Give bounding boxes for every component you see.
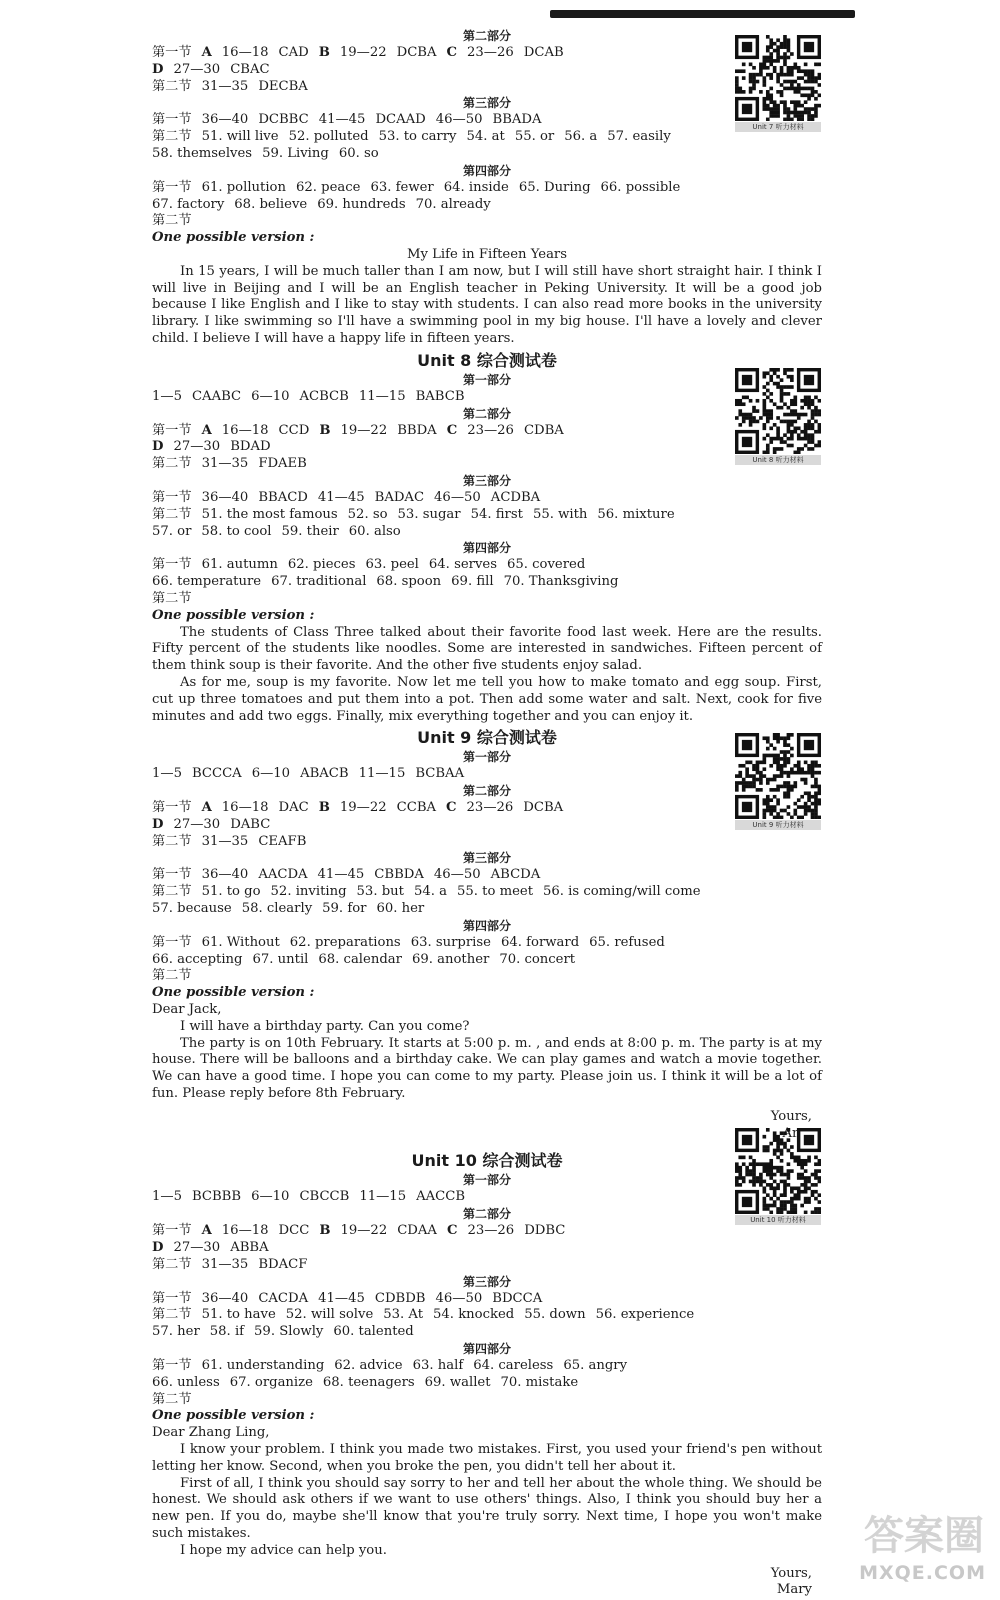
answer-item: 11—15 [358,766,406,782]
answer-item: 52. will solve [285,1307,374,1323]
answer-line [152,129,822,146]
answer-item: 54. at [466,129,505,145]
answer-item: 第二节 [152,1256,192,1272]
answer-line [152,180,822,197]
answer-item: 31—35 [201,456,249,472]
possible-version-label: One possible version : [152,1408,315,1424]
answer-item: 70. Thanksgiving [503,574,619,590]
answer-item: BBDA [397,422,437,438]
answer-item: 第二节 [152,129,192,145]
possible-version-label: One possible version : [152,230,315,246]
essay-paragraph: The students of Class Three talked about their favorite food last week. Here are the results. Fifty percent of the students like noodles. Some are interested in sandwiches. Fifteen percent of them think soup is their favorite. And the other five students enjoy salad. [152,624,822,674]
answer-item: 67. organize [229,1374,313,1390]
answer-item: CAABC [191,388,242,404]
answer-item: 41—45 [318,112,366,128]
unit7-part2-heading: 第二部分 [462,29,511,43]
answer-item: CEAFB [258,833,307,849]
watermark-text: MXQE.COM [859,1562,986,1584]
answer-item: CBAC [230,61,270,77]
answer-item: 1—5 [152,388,182,404]
answer-item: 61. understanding [201,1358,325,1374]
answer-line [152,884,822,901]
answer-item: 53. to carry [378,129,457,145]
answer-item: 第二节 [152,456,192,472]
answer-item: ABACB [300,766,349,782]
answer-item: CCBA [396,800,437,816]
answer-line [152,574,822,591]
answer-item: 66. possible [600,179,681,195]
answer-item: 36—40 [201,1290,249,1306]
answer-item: 23—26 [467,422,514,438]
answer-item: D [152,816,164,832]
answer-line [152,1189,822,1206]
answer-item: 第二节 [152,833,192,849]
answer-item: 57. her [152,1324,200,1340]
answer-item: 58. clearly [241,901,313,917]
answer-line [152,62,822,79]
answer-item: 65. covered [506,557,586,573]
answer-item: 第一节 [152,45,192,60]
unit8-part3-heading: 第三部分 [462,473,511,488]
answer-item: 31—35 [201,78,249,94]
answer-page [152,28,822,1599]
answer-line [152,1392,822,1409]
answer-item: A [201,1223,212,1239]
answer-item: 66. accepting [152,951,243,967]
answer-line [152,1358,822,1375]
answer-item: 55. or [514,129,555,145]
unit9-listening-qr[interactable] [735,733,821,830]
answer-line [152,197,822,214]
answer-item: 51. will live [201,129,279,145]
answer-item: A [201,422,212,438]
answer-item: 54. knocked [433,1307,515,1323]
answer-item: 68. calendar [318,951,402,967]
answer-item: ACBCB [299,388,349,404]
answer-item: 55. down [524,1307,586,1323]
answer-item: 19—22 [339,45,387,60]
answer-item: 第二节 [152,78,192,94]
answer-line [152,146,822,163]
answer-item: 19—22 [340,422,388,438]
answer-item: 41—45 [317,489,365,505]
answer-item: DCBBC [258,112,309,128]
answer-item: 31—35 [201,1256,249,1272]
answer-item: D [152,61,164,77]
answer-line [152,1307,822,1324]
answer-item: BCCCA [191,766,242,782]
qr-code-icon [735,35,821,121]
answer-item: 69. hundreds [317,196,406,212]
letter-closing: Yours, [770,1565,812,1581]
answer-item: 36—40 [201,867,249,883]
unit7-part4-heading: 第四部分 [462,163,511,178]
answer-item: 53. sugar [397,506,461,522]
answer-item: B [318,45,330,60]
answer-item: 第二节 [152,1391,192,1407]
answer-item: 第一节 [152,1223,192,1239]
answer-item: 16—18 [221,422,269,438]
site-watermark [820,1500,990,1590]
unit10-part1-heading: 第一部分 [462,1173,511,1188]
answer-item: CBBDA [374,867,424,883]
answer-item: 6—10 [251,766,291,782]
answer-item: 11—15 [359,1189,407,1205]
answer-item: 第二节 [152,884,192,900]
answer-line [152,45,822,62]
answer-item: BDACF [258,1256,308,1272]
essay-paragraph: As for me, soup is my favorite. Now let me tell you how to make tomato and egg soup. First, cut up three tomatoes and put them into a pot. Then add some water and salt. Next, cook for five minutes and add two eggs. Finally, mix everything together and you can enjoy it. [152,674,822,724]
letter-greeting: Dear Jack, [152,1002,222,1018]
qr-code-icon [735,733,821,819]
answer-item: 41—45 [317,867,365,883]
answer-line [152,834,822,851]
answer-item: 62. peace [296,179,361,195]
answer-item: 57. or [152,523,192,539]
unit8-part4-heading: 第四部分 [462,541,511,556]
answer-item: 60. her [376,901,425,917]
answer-item: 第一节 [152,800,192,816]
answer-item: FDAEB [258,456,307,472]
answer-item: 第二节 [152,1307,192,1323]
answer-item: 67. factory [152,196,225,212]
answer-line [152,389,822,406]
answer-item: 第二节 [152,590,192,606]
answer-item: 56. experience [595,1307,695,1323]
possible-version-label: One possible version : [152,985,315,1001]
answer-item: 68. teenagers [322,1374,415,1390]
letter-signature: Mary [776,1582,812,1598]
qr-caption: Unit 8 听力材料 [735,455,821,465]
unit10-title: Unit 10 综合测试卷 [411,1151,563,1171]
answer-item: DAC [278,800,309,816]
unit8-part2-heading: 第二部分 [462,406,511,421]
answer-line [152,1324,822,1341]
answer-item: 第二节 [152,968,192,984]
unit7-part3-heading: 第三部分 [462,96,511,111]
answer-item: 62. advice [334,1358,403,1374]
possible-version-label: One possible version : [152,607,315,623]
unit10-part2-heading: 第二部分 [462,1207,511,1222]
answer-line [152,935,822,952]
answer-item: CACDA [258,1290,309,1306]
answer-item: 64. serves [428,557,497,573]
answer-line [152,1223,822,1240]
unit10-part4-heading: 第四部分 [462,1342,511,1357]
answer-item: A [201,45,212,60]
essay-paragraph: I will have a birthday party. Can you come? [180,1018,470,1034]
essay-paragraph: I hope my advice can help you. [180,1542,387,1558]
answer-item: 46—50 [434,489,481,505]
answer-item: 62. pieces [287,557,356,573]
answer-line [152,591,822,608]
answer-item: BDCCA [492,1290,543,1306]
answer-item: 第一节 [152,179,192,195]
answer-line [152,1240,822,1257]
answer-item: 46—50 [435,1290,483,1306]
watermark-logo: 答案圈 [864,1513,984,1559]
essay-paragraph: In 15 years, I will be much taller than I am now, but I will still have short straight hair. I think I will live in Beijing and I will be an English teacher in Peking University. It will be a good job because I like English and I like to stay with students. I can also read more books in the university library. I like swimming so I'll have a swimming pool in my big house. I'll have a lovely and clever child. I believe I will have a happy life in fifteen years. [152,263,822,346]
answer-item: 6—10 [251,388,290,404]
answer-line [152,439,822,456]
answer-item: 58. to cool [201,523,272,539]
answer-item: 69. fill [451,574,494,590]
answer-item: 第一节 [152,489,192,505]
letter-closing: Yours, [770,1108,812,1124]
answer-item: 56. mixture [597,506,675,522]
answer-item: 65. refused [589,934,665,950]
answer-item: 1—5 [152,1189,182,1205]
answer-item: 第二节 [152,213,192,229]
essay-title: My Life in Fifteen Years [406,246,568,262]
unit7-listening-qr[interactable] [735,35,821,132]
answer-item: CCD [278,422,310,438]
answer-item: 64. careless [473,1358,554,1374]
answer-line [152,213,822,230]
unit7-section [152,28,822,348]
answer-item: 第一节 [152,867,192,883]
answer-line [152,507,822,524]
answer-item: BDAD [230,439,271,455]
answer-item: 56. is coming/will come [543,884,701,900]
answer-item: AACCB [416,1189,466,1205]
answer-item: 61. Without [201,934,280,950]
answer-item: 59. Slowly [254,1324,324,1340]
answer-line [152,524,822,541]
qr-caption: Unit 9 听力材料 [735,820,821,830]
answer-item: B [319,422,331,438]
answer-item: 第一节 [152,422,192,438]
answer-item: 65. During [518,179,591,195]
answer-item: 61. autumn [201,557,278,573]
answer-item: 46—50 [435,112,483,128]
answer-line [152,867,822,884]
answer-item: DCBA [396,45,437,60]
answer-line [152,1291,822,1308]
answer-item: 70. mistake [500,1374,579,1390]
qr-caption: Unit 7 听力材料 [735,122,821,132]
answer-item: 51. to go [201,884,261,900]
answer-item: 64. forward [500,934,580,950]
answer-item: D [152,439,164,455]
answer-item: 59. their [281,523,339,539]
answer-item: DABC [230,816,271,832]
answer-item: 65. angry [563,1358,628,1374]
answer-item: 54. a [413,884,447,900]
answer-item: 56. a [564,129,598,145]
answer-item: 59. Living [262,145,329,161]
answer-item: BADAC [374,489,425,505]
answer-line [152,423,822,440]
answer-item: 66. temperature [152,574,262,590]
answer-item: 1—5 [152,766,182,782]
answer-item: DCBA [523,800,564,816]
letter-signature [152,1126,822,1143]
answer-line [152,456,822,473]
answer-item: 51. to have [201,1307,276,1323]
answer-line [152,817,822,834]
answer-item: 第一节 [152,112,192,128]
answer-item: 67. until [252,951,309,967]
answer-item: DECBA [258,78,308,94]
answer-line [152,800,822,817]
answer-item: ACDBA [490,489,541,505]
answer-item: 41—45 [318,1290,365,1306]
letter-greeting: Dear Zhang Ling, [152,1425,270,1441]
answer-item: 68. believe [234,196,308,212]
answer-item: 59. for [322,901,367,917]
answer-item: 6—10 [251,1189,290,1205]
qr-code-icon [735,1128,821,1214]
answer-item: 63. surprise [410,934,491,950]
answer-line [152,901,822,918]
unit8-title: Unit 8 综合测试卷 [417,350,557,370]
answer-item: 70. concert [499,951,576,967]
answer-item: 60. also [348,523,401,539]
unit10-listening-qr[interactable] [735,1128,821,1225]
answer-item: 60. so [338,145,379,161]
answer-item: 57. easily [607,129,671,145]
answer-item: 69. wallet [424,1374,491,1390]
answer-item: 第一节 [152,934,192,950]
unit9-title: Unit 9 综合测试卷 [417,728,557,748]
answer-item: 55. to meet [456,884,533,900]
answer-item: DCAAD [375,112,426,128]
answer-item: 55. with [532,506,588,522]
answer-item: 63. half [412,1358,464,1374]
answer-line [152,557,822,574]
unit9-part4-heading: 第四部分 [462,918,511,933]
unit10-section [152,1150,822,1599]
answer-item: 27—30 [173,61,221,77]
answer-item: C [446,800,457,816]
answer-line [152,766,822,783]
answer-item: 11—15 [358,388,406,404]
answer-line [152,112,822,129]
answer-item: 60. talented [333,1324,414,1340]
answer-line [152,968,822,985]
answer-item: 64. inside [443,179,509,195]
answer-item: 52. inviting [270,884,347,900]
answer-item: 70. already [415,196,491,212]
answer-item: CDBDB [374,1290,426,1306]
answer-item: 23—26 [467,1223,515,1239]
answer-item: 58. themselves [152,145,253,161]
answer-item: C [446,1223,458,1239]
essay-paragraph: The party is on 10th February. It starts at 5:00 p. m. , and ends at 8:00 p. m. The party is at my house. There will be balloons and a birthday cake. We can play games and watch a movie together. We can have a good time. I hope you can come to my party. Please join us. I think it will be a lot of fun. Please reply before 8th February. [152,1035,822,1102]
answer-line [152,952,822,969]
unit9-part2-heading: 第二部分 [462,784,511,799]
unit8-part1-heading: 第一部分 [462,372,511,387]
answer-item: BBACD [258,489,308,505]
answer-item: BCBBB [191,1189,242,1205]
answer-item: DCAB [523,45,564,60]
answer-item: 68. spoon [376,574,442,590]
answer-line [152,1375,822,1392]
answer-item: CAD [278,45,309,60]
answer-item: 第一节 [152,557,192,573]
answer-item: 36—40 [201,112,249,128]
answer-item: 27—30 [173,1240,221,1256]
answer-item: 62. preparations [289,934,401,950]
unit9-part3-heading: 第三部分 [462,851,511,866]
answer-item: BABCB [415,388,465,404]
answer-item: C [446,422,458,438]
answer-item: 52. so [347,506,388,522]
answer-item: 51. the most famous [201,506,338,522]
answer-item: BBADA [492,112,542,128]
answer-item: 19—22 [339,800,387,816]
answer-item: 36—40 [201,489,249,505]
top-decorative-bar [550,10,855,18]
answer-item: CBCCB [299,1189,350,1205]
answer-item: ABBA [230,1240,269,1256]
answer-item: 67. traditional [271,574,367,590]
answer-item: DCC [278,1223,310,1239]
unit8-section [152,350,822,726]
answer-item: 27—30 [173,816,221,832]
answer-item: 31—35 [201,833,249,849]
answer-item: D [152,1240,164,1256]
unit8-listening-qr[interactable] [735,368,821,465]
answer-item: C [446,45,458,60]
answer-item: B [319,1223,331,1239]
essay-paragraph: I know your problem. I think you made two mistakes. First, you used your friend's pen without letting her know. Second, when you broke the pen, you didn't tell her about it. [152,1442,822,1474]
answer-item: 58. if [209,1324,245,1340]
answer-item: CDAA [397,1223,437,1239]
answer-item: 57. because [152,901,232,917]
answer-item: 54. first [470,506,523,522]
answer-item: 27—30 [173,439,221,455]
answer-item: 52. polluted [288,129,369,145]
answer-item: 66. unless [152,1374,220,1390]
answer-item: DDBC [524,1223,566,1239]
answer-item: 69. another [411,951,490,967]
qr-caption: Unit 10 听力材料 [735,1215,821,1225]
answer-item: 61. pollution [201,179,286,195]
answer-item: 第一节 [152,1358,192,1374]
answer-item: 16—18 [221,800,269,816]
answer-item: BCBAA [415,766,465,782]
unit9-part1-heading: 第一部分 [462,750,511,765]
answer-item: 16—18 [221,1223,269,1239]
answer-item: ABCDA [490,867,541,883]
unit9-section [152,727,822,1148]
answer-item: 53. At [383,1307,424,1323]
answer-item: CDBA [523,422,564,438]
answer-item: 第二节 [152,506,192,522]
answer-item: 53. but [356,884,404,900]
answer-item: 23—26 [467,45,514,60]
answer-item: 63. peel [365,557,419,573]
answer-line [152,79,822,96]
answer-item: 63. fewer [370,179,434,195]
qr-code-icon [735,368,821,454]
answer-item: B [318,800,330,816]
unit10-part3-heading: 第三部分 [462,1274,511,1289]
answer-item: 16—18 [221,45,269,60]
answer-item: 23—26 [466,800,514,816]
answer-item: AACDA [258,867,308,883]
answer-item: 19—22 [340,1223,388,1239]
answer-line [152,1257,822,1274]
essay-paragraph: First of all, I think you should say sorry to her and tell her about the whole thing. We should be honest. We should ask others if we want to use others' things. Also, I think you should buy her a new pen. If you do, maybe she'll know that you're truly sorry. Next time, I hope you won't make such mistakes. [152,1475,822,1541]
answer-item: 第一节 [152,1290,192,1306]
answer-item: 46—50 [433,867,481,883]
answer-item: A [201,800,212,816]
answer-line [152,490,822,507]
